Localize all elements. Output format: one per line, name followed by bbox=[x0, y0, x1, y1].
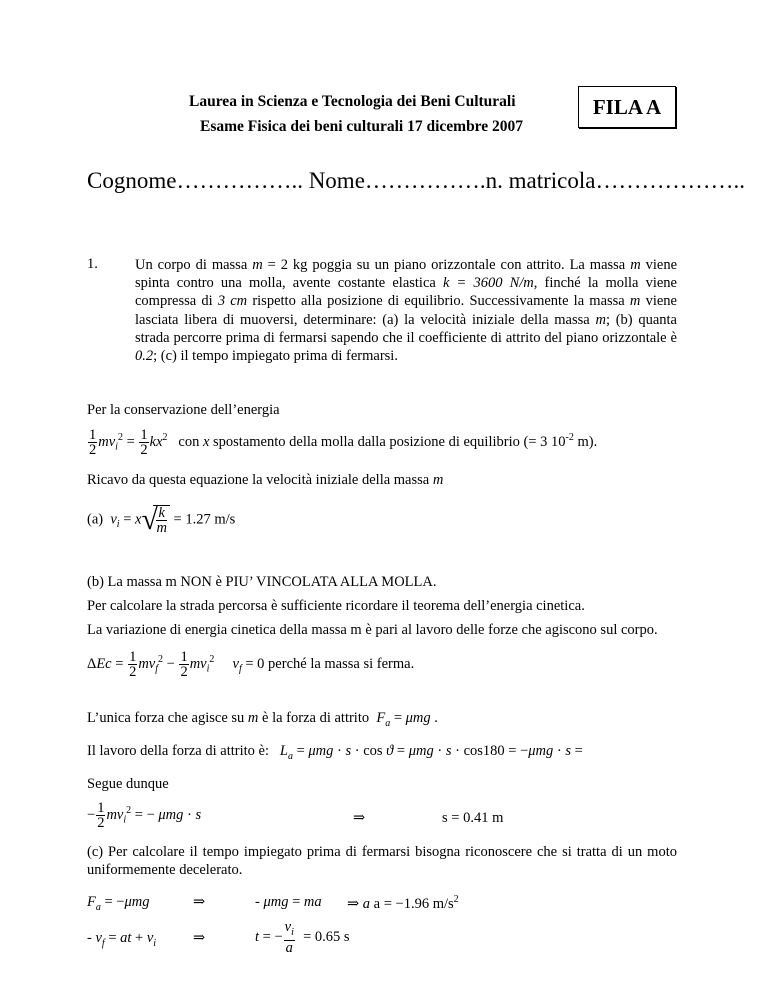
friction-work: Il lavoro della forza di attrito è: $L_a = \mu mg \cdot s \cdot \cos ϑ = \mu mg \cdot s \cdot \cos 180 = -\mu mg \cdot s$ = bbox=[87, 743, 583, 762]
distance-equation: − $\frac{1}{2}$ $mv_i^2$ = − μmg · s bbox=[87, 800, 202, 831]
course-title: Laurea in Scienza e Tecnologia dei Beni Culturali bbox=[189, 93, 516, 110]
part-b-theorem: Per calcolare la strada percorsa è sufficiente ricordare il teorema dell’energia cinetica. bbox=[87, 598, 585, 614]
accel-result: ⇒ a a = −1.96 $m/s^2$ bbox=[347, 894, 459, 912]
part-a-equation: (a) $v_i = x$ √ $\frac{k}{m}$ = 1.27 m/s bbox=[87, 503, 236, 536]
implies-arrow-3: ⇒ bbox=[193, 930, 206, 946]
distance-result: s = 0.41 m bbox=[442, 810, 504, 826]
student-info-line: Cognome…………….. Nome…………….n. matricola……………….. bbox=[87, 168, 745, 193]
problem-number: 1. bbox=[87, 256, 98, 272]
newton-equation: - μmg = ma bbox=[255, 894, 322, 910]
part-c-text: (c) Per calcolare il tempo impiegato prima di fermarsi bisogna riconoscere che si tratta di un moto uniformemente decelerato. bbox=[87, 844, 677, 879]
energy-intro: Per la conservazione dell’energia bbox=[87, 402, 280, 418]
part-b-work: La variazione di energia cinetica della massa m è pari al lavoro delle forze che agiscono sul corpo. bbox=[87, 622, 658, 638]
part-b-heading: (b) La massa m NON è PIU’ VINCOLATA ALLA MOLLA. bbox=[87, 574, 437, 590]
implies-arrow-1: ⇒ bbox=[353, 810, 366, 826]
follows-label: Segue dunque bbox=[87, 776, 169, 792]
problem-text: Un corpo di massa m = 2 kg poggia su un piano orizzontale con attrito. La massa m viene spinta contro una molla, avente costante elastica k = 3600 N/m, finché la molla viene compressa di 3 cm rispetto alla posizione di equilibrio. Successivamente la massa m viene lasciata libera di muoversi, determinare: (a) la velocità iniziale della massa m; (b) quanta strada percorre prima di fermarsi sapendo che il coefficiente di attrito del piano orizzontale è 0.2; (c) il tempo impiegato prima di fermarsi. bbox=[135, 257, 678, 365]
time-result: t = − $\frac{v_i}{a}$ = 0.65 s bbox=[255, 919, 350, 956]
velocity-time-equation: - $v_f$ = at + $v_i$ bbox=[87, 930, 157, 949]
exam-title: Esame Fisica dei beni culturali 17 dicembre 2007 bbox=[200, 118, 524, 135]
implies-arrow-2: ⇒ bbox=[193, 894, 206, 910]
velocity-intro: Ricavo da questa equazione la velocità iniziale della massa m bbox=[87, 472, 444, 488]
fila-box: FILA A bbox=[578, 86, 676, 128]
friction-force: L’unica forza che agisce su m è la forza di attrito $F_a = \mu mg$ . bbox=[87, 710, 438, 729]
friction-accel-equation: $F_a = -\mu mg$ bbox=[87, 894, 150, 913]
energy-equation: $\frac{1}{2}$ $mv_i^2$ = $\frac{1}{2}$ $kx^2$ con x spostamento della molla dalla posizione di equilibrio (= 3 $10^{-2}$ m). bbox=[89, 427, 598, 458]
kinetic-energy-equation: ΔEc = $\frac{1}{2}$ $mv_f^2$ − $\frac{1}{2}$ $mv_i^2$ $v_f = 0$ perché la massa si ferma. bbox=[87, 649, 415, 680]
